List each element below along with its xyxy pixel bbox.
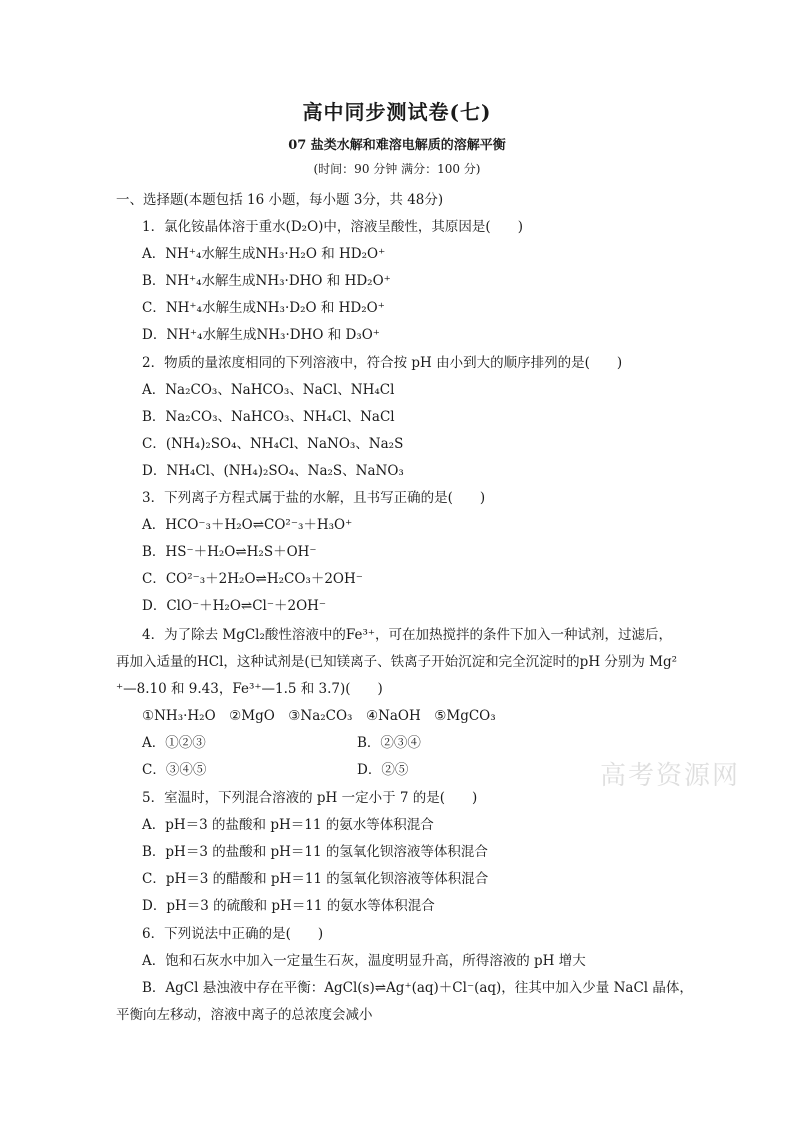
q4-stem-line1: 4．为了除去 MgCl₂酸性溶液中的Fe³⁺，可在加热搅拌的条件下加入一种试剂，过滤后， [142, 627, 673, 643]
q1-stem: 1．氯化铵晶体溶于重水(D₂O)中，溶液呈酸性，其原因是( ) [142, 219, 523, 235]
q1-option-c: C．NH⁺₄水解生成NH₃·D₂O 和 HD₂O⁺ [142, 300, 385, 316]
q2-option-c: C．(NH₄)₂SO₄、NH₄Cl、NaNO₃、Na₂S [142, 436, 404, 452]
q3-option-b: B．HS⁻＋H₂O⇌H₂S＋OH⁻ [142, 544, 317, 560]
q2-option-a: A．Na₂CO₃、NaHCO₃、NaCl、NH₄Cl [142, 382, 395, 398]
q1-option-a: A．NH⁺₄水解生成NH₃·H₂O 和 HD₂O⁺ [142, 246, 386, 262]
q3-option-c: C．CO²⁻₃＋2H₂O⇌H₂CO₃＋2OH⁻ [142, 571, 363, 587]
q3-option-a: A．HCO⁻₃＋H₂O⇌CO²⁻₃＋H₃O⁺ [142, 517, 353, 533]
q4-stem-line3: ⁺—8.10 和 9.43，Fe³⁺—1.5 和 3.7)( ) [116, 681, 383, 697]
q4-option-a: A．①②③ [142, 735, 206, 751]
q5-option-d: D．pH＝3 的硫酸和 pH＝11 的氨水等体积混合 [142, 898, 435, 914]
q5-option-a: A．pH＝3 的盐酸和 pH＝11 的氨水等体积混合 [142, 817, 434, 833]
page-subtitle: 07 盐类水解和难溶电解质的溶解平衡 [288, 138, 506, 153]
page-title: 高中同步测试卷(七) [302, 100, 492, 124]
q6-option-b-line2: 平衡向左移动，溶液中离子的总浓度会减小 [116, 1007, 373, 1023]
q4-reagents: ①NH₃·H₂O ②MgO ③Na₂CO₃ ④NaOH ⑤MgCO₃ [142, 708, 496, 724]
q6-option-b-line1: B．AgCl 悬浊液中存在平衡：AgCl(s)⇌Ag⁺(aq)＋Cl⁻(aq)，往其中加入少量 NaCl 晶体， [142, 980, 693, 996]
q6-option-a: A．饱和石灰水中加入一定量生石灰，温度明显升高，所得溶液的 pH 增大 [142, 953, 586, 969]
q1-option-d: D．NH⁺₄水解生成NH₃·DHO 和 D₃O⁺ [142, 327, 380, 343]
section-heading: 一、选择题(本题包括 16 小题，每小题 3分，共 48分) [116, 192, 444, 208]
q1-option-b: B．NH⁺₄水解生成NH₃·DHO 和 HD₂O⁺ [142, 273, 391, 289]
q5-option-c: C．pH＝3 的醋酸和 pH＝11 的氢氧化钡溶液等体积混合 [142, 871, 489, 887]
q3-option-d: D．ClO⁻＋H₂O⇌Cl⁻＋2OH⁻ [142, 598, 327, 614]
q5-option-b: B．pH＝3 的盐酸和 pH＝11 的氢氧化钡溶液等体积混合 [142, 844, 488, 860]
q5-stem: 5．室温时，下列混合溶液的 pH 一定小于 7 的是( ) [142, 790, 478, 806]
q4-option-d: D．②⑤ [357, 762, 409, 778]
q2-option-b: B．Na₂CO₃、NaHCO₃、NH₄Cl、NaCl [142, 409, 395, 425]
q2-option-d: D．NH₄Cl、(NH₄)₂SO₄、Na₂S、NaNO₃ [142, 463, 404, 479]
exam-meta: (时间：90 分钟 满分：100 分) [313, 162, 481, 176]
q4-option-c: C．③④⑤ [142, 762, 207, 778]
q4-option-b: B．②③④ [357, 735, 421, 751]
q4-stem-line2: 再加入适量的HCl，这种试剂是(已知镁离子、铁离子开始沉淀和完全沉淀时的pH 分别为 Mg² [116, 654, 678, 670]
q2-stem: 2．物质的量浓度相同的下列溶液中，符合按 pH 由小到大的顺序排列的是( ) [142, 355, 623, 371]
q6-stem: 6．下列说法中正确的是( ) [142, 926, 324, 942]
watermark: 高考资源网 [600, 761, 741, 791]
q3-stem: 3．下列离子方程式属于盐的水解，且书写正确的是( ) [142, 490, 486, 506]
